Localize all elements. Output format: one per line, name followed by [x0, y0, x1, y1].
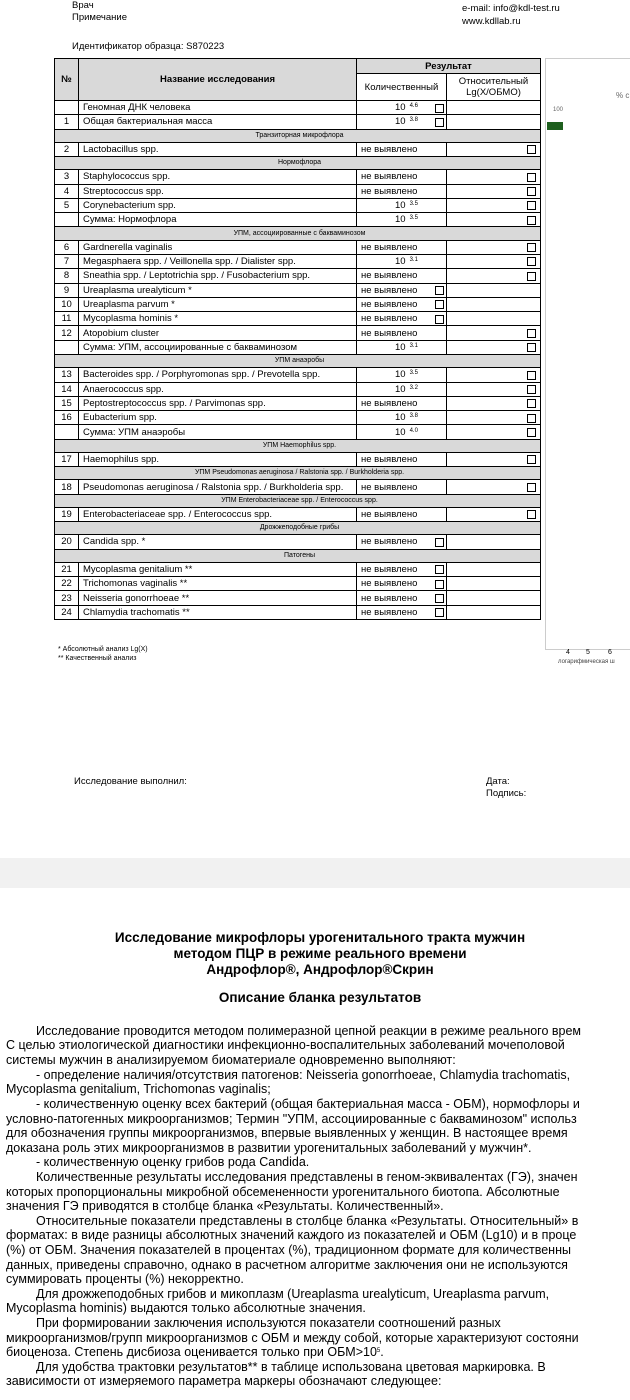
relative-result — [447, 340, 541, 354]
relative-result — [447, 396, 541, 410]
table-row — [55, 577, 541, 591]
quantitative-result — [357, 254, 447, 268]
table-row — [55, 562, 541, 576]
test-name: Геномная ДНК человека — [79, 101, 357, 115]
quantitative-result — [357, 591, 447, 605]
checkbox — [527, 272, 536, 281]
table-row — [55, 115, 541, 129]
table-row — [55, 605, 541, 619]
test-name: Anaerococcus spp. — [79, 382, 357, 396]
result-value: не выявлено — [361, 563, 418, 575]
relative-result — [447, 577, 541, 591]
checkbox — [527, 510, 536, 519]
chart-tick-5: 5 — [586, 649, 590, 656]
para-line: С целью этиологической диагностики инфекционно-воспалительных заболеваний мочеполовой — [6, 1038, 565, 1052]
relative-result — [447, 326, 541, 340]
table-row — [55, 283, 541, 297]
sample-id: Идентификатор образца: S870223 — [72, 41, 225, 52]
quantitative-result — [357, 562, 447, 576]
para-line: данных, приведены справочно, однако в расчетном алгоритме заключения они не используются — [6, 1258, 568, 1272]
quantitative-result — [357, 269, 447, 283]
quantitative-result — [357, 425, 447, 439]
row-number: 24 — [55, 605, 79, 619]
result-exponent: 3.8 — [409, 413, 418, 420]
result-value: 10 — [395, 256, 406, 268]
note-label: Примечание — [72, 12, 127, 23]
test-name: Haemophilus spp. — [79, 452, 357, 466]
table-row — [55, 213, 541, 227]
section-title: УПМ Haemophilus spp. — [55, 439, 541, 452]
email-text: e-mail: info@kdl-test.ru — [462, 3, 560, 14]
performed-by-label: Исследование выполнил: — [74, 776, 187, 787]
table-row — [55, 269, 541, 283]
section-row — [55, 227, 541, 240]
col-num-header: № — [55, 59, 79, 101]
checkbox — [435, 104, 444, 113]
result-value: 10 — [395, 200, 406, 211]
relative-result — [447, 142, 541, 156]
relative-result — [447, 368, 541, 382]
checkbox — [435, 594, 444, 603]
relative-result — [447, 283, 541, 297]
section-title: Дрожжеподобные грибы — [55, 522, 541, 535]
row-number: 7 — [55, 254, 79, 268]
test-name: Eubacterium spp. — [79, 411, 357, 425]
checkbox — [435, 286, 444, 295]
section-row — [55, 522, 541, 535]
checkbox — [435, 538, 444, 547]
checkbox — [527, 173, 536, 182]
row-number: 6 — [55, 240, 79, 254]
result-value: не выявлено — [361, 298, 418, 310]
footnote-qualitative: ** Качественный анализ — [58, 655, 137, 662]
result-value: не выявлено — [361, 327, 418, 339]
test-name: Trichomonas vaginalis ** — [79, 577, 357, 591]
checkbox — [527, 145, 536, 154]
chart-bar-obm — [547, 122, 563, 130]
checkbox — [527, 201, 536, 210]
result-value: не выявлено — [361, 143, 418, 155]
row-number: 14 — [55, 382, 79, 396]
checkbox — [435, 300, 444, 309]
website-text: www.kdllab.ru — [462, 16, 521, 27]
para-line: значения ГЭ приводятся в столбце бланка «Результаты. Количественный». — [6, 1199, 444, 1213]
relative-result — [447, 480, 541, 494]
para-line: - количественную оценку грибов рода Candida. — [36, 1155, 310, 1169]
test-name: Lactobacillus spp. — [79, 142, 357, 156]
row-number: 21 — [55, 562, 79, 576]
table-row — [55, 535, 541, 549]
col-quant-header: Количественный — [357, 74, 447, 101]
checkbox — [527, 216, 536, 225]
row-number: 17 — [55, 452, 79, 466]
checkbox — [527, 187, 536, 196]
quantitative-result — [357, 101, 447, 115]
result-exponent: 4.0 — [409, 427, 418, 434]
section-title: УПМ анаэробы — [55, 355, 541, 368]
test-name: Streptococcus spp. — [79, 184, 357, 198]
col-result-header: Результат — [357, 59, 541, 74]
test-name: Megasphaera spp. / Veillonella spp. / Dialister spp. — [79, 254, 357, 268]
para-line: суммировать проценты (%) некорректно. — [6, 1272, 244, 1286]
table-row — [55, 507, 541, 521]
table-row — [55, 382, 541, 396]
row-number: 4 — [55, 184, 79, 198]
para-line: микроорганизмов/групп микроорганизмов с ОБМ и между собой, которые характеризуют состояни — [6, 1331, 579, 1345]
quantitative-result — [357, 368, 447, 382]
checkbox — [527, 385, 536, 394]
quantitative-result — [357, 452, 447, 466]
row-number: 13 — [55, 368, 79, 382]
doc-title-line3: Андрофлор®, Андрофлор®Скрин — [206, 962, 434, 977]
result-value: не выявлено — [361, 171, 418, 183]
row-number: 22 — [55, 577, 79, 591]
table-row — [55, 170, 541, 184]
quantitative-result — [357, 184, 447, 198]
para-line: Для дрожжеподобных грибов и микоплазм (Ureaplasma urealyticum, Ureaplasma parvum, — [36, 1287, 550, 1301]
result-value: 10 — [395, 383, 406, 395]
checkbox — [435, 315, 444, 324]
para-line: - определение наличия/отсутствия патогенов: Neisseria gonorrhoeae, Chlamydia trachomatis, — [36, 1068, 571, 1082]
col-rel-header: Относительный Lg(X/ОБМО) — [447, 74, 541, 101]
result-value: не выявлено — [361, 606, 418, 618]
result-value: не выявлено — [361, 454, 418, 466]
table-row — [55, 312, 541, 326]
table-row — [55, 198, 541, 212]
quantitative-result — [357, 326, 447, 340]
para-line: Для удобства трактовки результатов** в таблице использована цветовая маркировка. В — [36, 1360, 546, 1374]
section-row — [55, 129, 541, 142]
relative-result — [447, 115, 541, 129]
result-value: не выявлено — [361, 284, 418, 296]
para-line: для обозначения группы микроорганизмов, впервые выявленных у женщин. В настоящее время — [6, 1126, 568, 1140]
para-line: условно-патогенных микроорганизмов; Термин "УПМ, ассоциированные с бакваминозом" использ — [6, 1112, 577, 1126]
quantitative-result — [357, 213, 447, 227]
para-line: Относительные показатели представлены в столбце бланка «Результаты. Относительный» в — [36, 1214, 579, 1228]
para-line: (%) от ОБМ. Значения показателей в процентах (%), традиционном формате для количественны — [6, 1243, 571, 1257]
table-row — [55, 184, 541, 198]
table-row — [55, 396, 541, 410]
para-line: При формировании заключения используются показатели соотношений разных — [36, 1316, 501, 1330]
section-row — [55, 157, 541, 170]
relative-result — [447, 297, 541, 311]
relative-result — [447, 507, 541, 521]
relative-result — [447, 312, 541, 326]
log-scale-chart — [545, 58, 630, 665]
test-name: Ureaplasma urealyticum * — [79, 283, 357, 297]
doc-subtitle: Описание бланка результатов — [218, 990, 422, 1005]
row-number: 16 — [55, 411, 79, 425]
row-number: 23 — [55, 591, 79, 605]
row-number: 9 — [55, 283, 79, 297]
relative-result — [447, 605, 541, 619]
row-number: 12 — [55, 326, 79, 340]
row-number — [55, 340, 79, 354]
quantitative-result — [357, 283, 447, 297]
result-exponent: 3.2 — [409, 384, 418, 391]
section-title: УПМ Enterobacteriaceae spp. / Enterococcus spp. — [55, 494, 541, 507]
para-line: Mycoplasma genitalium, Trichomonas vaginalis; — [6, 1082, 271, 1096]
section-title: УПМ, ассоциированные с бакваминозом — [55, 227, 541, 240]
result-value: не выявлено — [361, 508, 418, 520]
relative-result — [447, 240, 541, 254]
quantitative-result — [357, 396, 447, 410]
section-row — [55, 494, 541, 507]
test-name: Neisseria gonorrhoeae ** — [79, 591, 357, 605]
result-value: не выявлено — [361, 592, 418, 604]
chart-tick-4: 4 — [566, 649, 570, 656]
test-name: Peptostreptococcus spp. / Parvimonas spp. — [79, 396, 357, 410]
table-row — [55, 340, 541, 354]
doctor-label: Врач — [72, 0, 94, 11]
section-title: Патогены — [55, 549, 541, 562]
section-row — [55, 467, 541, 480]
row-number: 20 — [55, 535, 79, 549]
checkbox — [435, 580, 444, 589]
result-value: не выявлено — [361, 397, 418, 409]
relative-result — [447, 562, 541, 576]
row-number: 2 — [55, 142, 79, 156]
result-value: не выявлено — [361, 578, 418, 590]
table-row — [55, 591, 541, 605]
relative-result — [447, 198, 541, 212]
table-row — [55, 254, 541, 268]
test-name: Pseudomonas aeruginosa / Ralstonia spp. / Burkholderia spp. — [79, 480, 357, 494]
relative-result — [447, 213, 541, 227]
test-name: Сумма: УПМ, ассоциированные с бакваминозом — [79, 340, 357, 354]
section-row — [55, 549, 541, 562]
result-value: не выявлено — [361, 270, 418, 282]
quantitative-result — [357, 312, 447, 326]
signature-label: Подпись: — [486, 788, 527, 799]
row-number: 1 — [55, 115, 79, 129]
checkbox — [435, 608, 444, 617]
result-value: 10 — [395, 102, 406, 114]
results-table — [54, 58, 541, 620]
relative-result — [447, 170, 541, 184]
chart-pct-label: % с — [616, 91, 630, 100]
test-name: Sneathia spp. / Leptotrichia spp. / Fusobacterium spp. — [79, 269, 357, 283]
checkbox — [527, 329, 536, 338]
date-label: Дата: — [486, 776, 510, 787]
row-number: 18 — [55, 480, 79, 494]
relative-result — [447, 411, 541, 425]
test-name: Общая бактериальная масса — [79, 115, 357, 129]
table-row — [55, 411, 541, 425]
para-line: форматах: в виде разницы абсолютных значений каждого из показателей и ОБМ (Lg10) и в проце — [6, 1228, 577, 1242]
result-value: не выявлено — [361, 481, 418, 493]
row-number: 3 — [55, 170, 79, 184]
test-name: Atopobium cluster — [79, 326, 357, 340]
checkbox — [435, 565, 444, 574]
result-value: не выявлено — [361, 313, 418, 325]
row-number: 19 — [55, 507, 79, 521]
test-name: Сумма: Нормофлора — [79, 213, 357, 227]
row-number: 15 — [55, 396, 79, 410]
result-value: 10 — [395, 341, 406, 353]
relative-result — [447, 535, 541, 549]
result-value: 10 — [395, 369, 406, 381]
test-name: Candida spp. * — [79, 535, 357, 549]
relative-result — [447, 452, 541, 466]
test-name: Mycoplasma hominis * — [79, 312, 357, 326]
table-row — [55, 480, 541, 494]
doc-title-line1: Исследование микрофлоры урогенитального тракта мужчин — [114, 930, 526, 945]
row-number — [55, 425, 79, 439]
test-name: Enterobacteriaceae spp. / Enterococcus spp. — [79, 507, 357, 521]
test-name: Chlamydia trachomatis ** — [79, 605, 357, 619]
quantitative-result — [357, 240, 447, 254]
quantitative-result — [357, 382, 447, 396]
footnote-absolute: * Абсолютный анализ Lg(X) — [58, 646, 148, 653]
result-value: 10 — [395, 426, 406, 438]
row-number — [55, 213, 79, 227]
quantitative-result — [357, 507, 447, 521]
section-title: УПМ Pseudomonas aeruginosa / Ralstonia spp. / Burkholderia spp. — [55, 467, 541, 480]
section-row — [55, 439, 541, 452]
result-exponent: 3.5 — [409, 215, 418, 222]
col-name-header: Название исследования — [79, 59, 357, 101]
para-line: - количественную оценку всех бактерий (общая бактериальная масса - ОБМ), нормофлоры и — [36, 1097, 580, 1111]
quantitative-result — [357, 535, 447, 549]
checkbox — [527, 243, 536, 252]
checkbox — [527, 371, 536, 380]
table-row — [55, 240, 541, 254]
quantitative-result — [357, 340, 447, 354]
section-row — [55, 355, 541, 368]
quantitative-result — [357, 142, 447, 156]
result-exponent: 3.5 — [409, 370, 418, 377]
table-row — [55, 368, 541, 382]
checkbox — [435, 118, 444, 127]
row-number: 8 — [55, 269, 79, 283]
para-line: Исследование проводится методом полимеразной цепной реакции в режиме реального врем — [36, 1024, 582, 1038]
relative-result — [447, 254, 541, 268]
para-line: Mycoplasma hominis) выдаются только абсолютные значения. — [6, 1301, 366, 1315]
test-name: Gardnerella vaginalis — [79, 240, 357, 254]
result-exponent: 4.6 — [409, 103, 418, 110]
doc-title-line2: методом ПЦР в режиме реального времени — [173, 946, 467, 961]
row-number — [55, 101, 79, 115]
checkbox — [527, 483, 536, 492]
section-title: Нормофлора — [55, 157, 541, 170]
para-line: которых пропорциональны микробной обсемененности урогенитального биотопа. Абсолютные — [6, 1185, 560, 1199]
chart-top-label: 100 — [553, 107, 564, 113]
quantitative-result — [357, 297, 447, 311]
result-value: 10 — [395, 116, 406, 128]
quantitative-result — [357, 198, 447, 212]
relative-result — [447, 591, 541, 605]
relative-result — [447, 425, 541, 439]
result-value: не выявлено — [361, 536, 418, 548]
para-line: системы мужчин в анализируемом биоматериале одновременно выполняют: — [6, 1053, 456, 1067]
quantitative-result — [357, 605, 447, 619]
para-line: Количественные результаты исследования представлены в геном-эквивалентах (ГЭ), значен — [36, 1170, 578, 1184]
test-name: Mycoplasma genitalium ** — [79, 562, 357, 576]
para-line: зависимости от измеряемого параметра маркеры обозначают следующее: — [6, 1374, 442, 1388]
test-name: Ureaplasma parvum * — [79, 297, 357, 311]
result-exponent: 3.8 — [409, 117, 418, 124]
result-exponent: 3.5 — [409, 201, 418, 207]
section-title: Транзиторная микрофлора — [55, 129, 541, 142]
quantitative-result — [357, 411, 447, 425]
description-page — [0, 888, 630, 1400]
checkbox — [527, 343, 536, 352]
row-number: 11 — [55, 312, 79, 326]
relative-result — [447, 382, 541, 396]
test-name: Staphylococcus spp. — [79, 170, 357, 184]
para-line: биоценоза. Степень дисбиоза оценивается только при $ОБМ>10^5$. — [6, 1345, 384, 1359]
table-row — [55, 326, 541, 340]
page-gap — [0, 858, 630, 888]
result-exponent: 3.1 — [409, 342, 418, 349]
quantitative-result — [357, 480, 447, 494]
quantitative-result — [357, 577, 447, 591]
quantitative-result — [357, 170, 447, 184]
table-row — [55, 101, 541, 115]
checkbox — [527, 399, 536, 408]
table-row — [55, 452, 541, 466]
relative-result — [447, 101, 541, 115]
checkbox — [527, 428, 536, 437]
row-number: 5 — [55, 198, 79, 212]
result-value: не выявлено — [361, 185, 418, 197]
chart-axis-label: логарифмическая ш — [558, 659, 615, 665]
checkbox — [527, 455, 536, 464]
chart-tick-6: 6 — [608, 649, 612, 656]
test-name: Bacteroides spp. / Porphyromonas spp. / Prevotella spp. — [79, 368, 357, 382]
quantitative-result — [357, 115, 447, 129]
test-name: Corynebacterium spp. — [79, 198, 357, 212]
result-exponent: 3.1 — [409, 257, 418, 264]
result-value: не выявлено — [361, 241, 418, 253]
table-row — [55, 297, 541, 311]
row-number: 10 — [55, 297, 79, 311]
result-value: 10 — [395, 214, 406, 226]
relative-result — [447, 184, 541, 198]
para-line: доказана роль этих микроорганизмов в развитии урогенитальных заболеваний у мужчин*. — [6, 1141, 532, 1155]
checkbox — [527, 257, 536, 266]
checkbox — [527, 414, 536, 423]
table-row — [55, 142, 541, 156]
test-name: Сумма: УПМ анаэробы — [79, 425, 357, 439]
table-row — [55, 425, 541, 439]
result-value: 10 — [395, 412, 406, 424]
relative-result — [447, 269, 541, 283]
